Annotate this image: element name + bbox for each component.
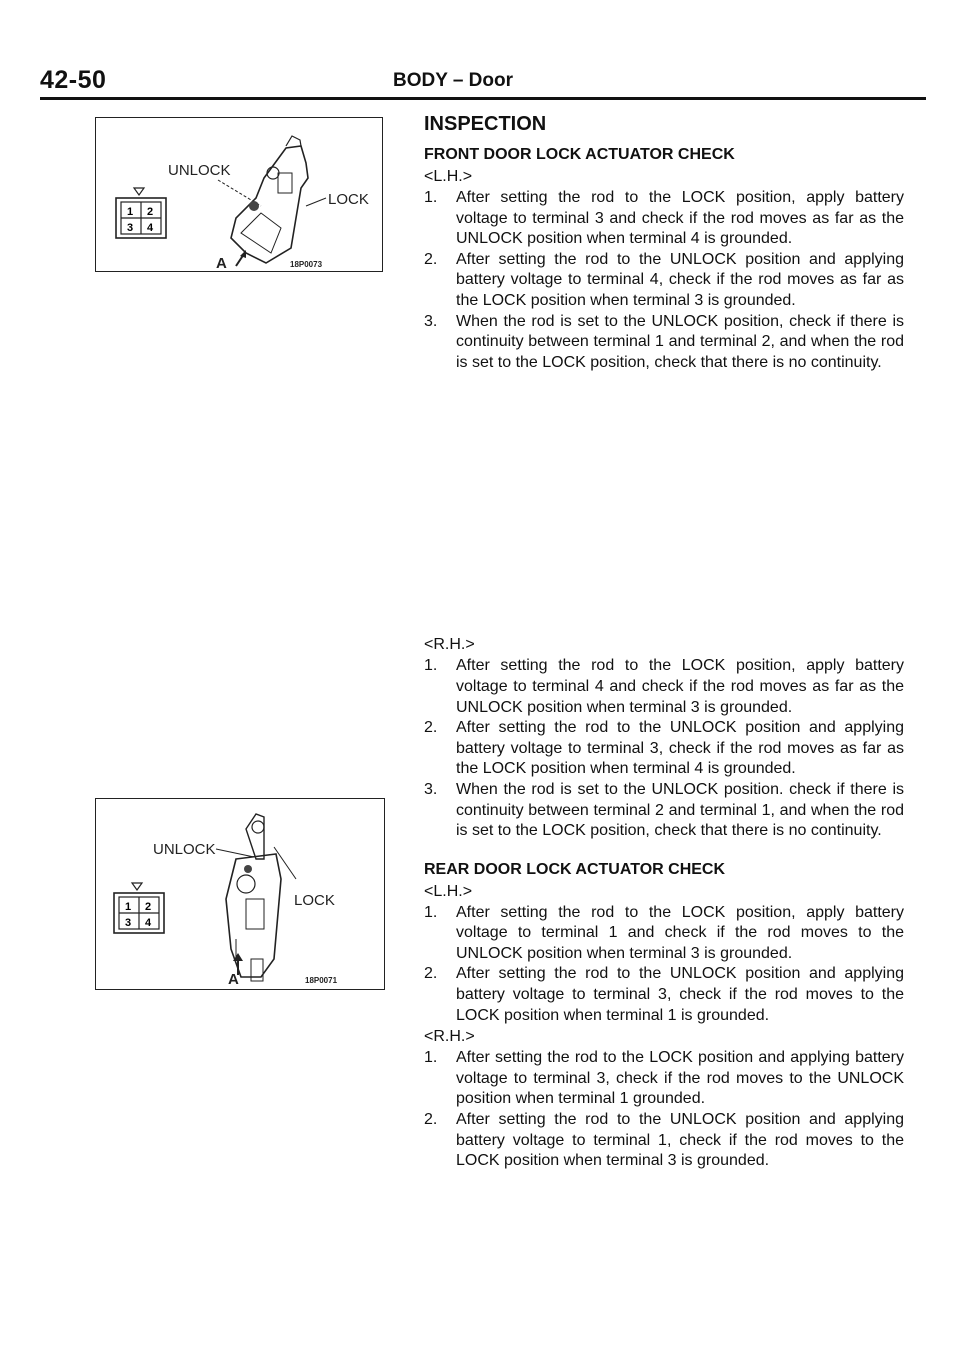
connector-pin-4: 4 bbox=[145, 917, 152, 929]
front-rh-list bbox=[424, 656, 904, 841]
item-text: When the rod is set to the UNLOCK position, check if there is continuity between terminal 1 and terminal 2, and when the rod is set to the LOCK position, check that there is no continuity. bbox=[456, 312, 904, 371]
rear-lh-label: <L.H.> bbox=[424, 882, 473, 900]
rear-lh-list bbox=[424, 903, 904, 1027]
figure-code: 18P0073 bbox=[290, 260, 323, 269]
list-item bbox=[424, 903, 904, 965]
page-header-title: BODY – Door bbox=[393, 70, 514, 91]
item-text: After setting the rod to the LOCK position and applying battery voltage to terminal 3, check if the rod moves to the UNLOCK position when terminal 1 grounded. bbox=[456, 1049, 904, 1108]
list-item bbox=[424, 250, 904, 312]
connector-pin-1: 1 bbox=[125, 901, 132, 913]
connector-pin-1: 1 bbox=[127, 206, 134, 218]
item-text: After setting the rod to the UNLOCK position and applying battery voltage to terminal 3, check if the rod moves as far as the LOCK position when terminal 4 is grounded. bbox=[456, 719, 904, 778]
page-number: 42-50 bbox=[40, 66, 107, 94]
list-item bbox=[424, 780, 904, 842]
item-number: 2. bbox=[424, 250, 438, 268]
figure-code: 18P0071 bbox=[305, 976, 338, 985]
connector-pin-2: 2 bbox=[145, 901, 152, 913]
item-text: After setting the rod to the UNLOCK position and applying battery voltage to terminal 3, check if the rod moves to the LOCK position when terminal 1 is grounded. bbox=[456, 965, 904, 1024]
connector-pin-4: 4 bbox=[147, 222, 154, 234]
rear-actuator-figure bbox=[95, 798, 385, 990]
item-number: 2. bbox=[424, 1111, 438, 1129]
spacer bbox=[424, 842, 904, 859]
inspection-text-column bbox=[424, 112, 904, 1172]
unlock-label: UNLOCK bbox=[153, 841, 216, 858]
list-item bbox=[424, 656, 904, 718]
item-text: After setting the rod to the LOCK position, apply battery voltage to terminal 3 and check if the rod moves as far as the UNLOCK position when terminal 4 is grounded. bbox=[456, 189, 904, 248]
item-number: 3. bbox=[424, 780, 438, 798]
front-door-heading: FRONT DOOR LOCK ACTUATOR CHECK bbox=[424, 146, 735, 163]
rear-rh-list bbox=[424, 1048, 904, 1172]
item-text: After setting the rod to the UNLOCK position and applying battery voltage to terminal 4, check if the rod moves as far as the LOCK position when terminal 3 is grounded. bbox=[456, 250, 904, 309]
connector-pin-2: 2 bbox=[147, 206, 154, 218]
item-number: 2. bbox=[424, 719, 438, 737]
item-text: After setting the rod to the LOCK position, apply battery voltage to terminal 1 and check if the rod moves to the UNLOCK position when terminal 3 is grounded. bbox=[456, 903, 904, 962]
inspection-heading: INSPECTION bbox=[424, 113, 547, 135]
item-number: 1. bbox=[424, 1049, 438, 1067]
connector-pin-3: 3 bbox=[125, 917, 132, 929]
connector-diagram bbox=[114, 186, 170, 242]
item-text: After setting the rod to the UNLOCK position and applying battery voltage to terminal 1, check if the rod moves to the LOCK position when terminal 3 is grounded. bbox=[456, 1111, 904, 1170]
item-number: 1. bbox=[424, 657, 438, 675]
list-item bbox=[424, 964, 904, 1026]
arrow-a-label: A bbox=[216, 255, 227, 272]
header-rule bbox=[40, 97, 926, 100]
item-number: 1. bbox=[424, 903, 438, 921]
connector-diagram bbox=[112, 881, 168, 937]
list-item bbox=[424, 718, 904, 780]
item-number: 1. bbox=[424, 189, 438, 206]
list-item bbox=[424, 188, 904, 250]
list-item bbox=[424, 1110, 904, 1172]
item-number: 2. bbox=[424, 965, 438, 983]
arrow-a-label: A bbox=[228, 971, 239, 988]
lock-label: LOCK bbox=[328, 191, 369, 208]
spacer bbox=[424, 373, 904, 634]
item-text: When the rod is set to the UNLOCK position. check if there is continuity between terminal 2 and terminal 1, and when the rod is set to the LOCK position, check that there is no continuity. bbox=[456, 780, 904, 840]
item-number: 3. bbox=[424, 312, 438, 330]
rear-rh-label: <R.H.> bbox=[424, 1028, 475, 1046]
front-lh-list bbox=[424, 188, 904, 373]
list-item bbox=[424, 1048, 904, 1110]
front-rh-label: <R.H.> bbox=[424, 636, 475, 654]
unlock-label: UNLOCK bbox=[168, 162, 231, 179]
lock-label: LOCK bbox=[294, 892, 335, 909]
front-actuator-figure bbox=[95, 117, 383, 272]
rear-door-heading: REAR DOOR LOCK ACTUATOR CHECK bbox=[424, 860, 726, 878]
list-item bbox=[424, 312, 904, 374]
front-lh-label: <L.H.> bbox=[424, 168, 473, 185]
item-text: After setting the rod to the LOCK position, apply battery voltage to terminal 4 and check if the rod moves as far as the UNLOCK position when terminal 3 is grounded. bbox=[456, 657, 904, 716]
connector-pin-3: 3 bbox=[127, 222, 134, 234]
